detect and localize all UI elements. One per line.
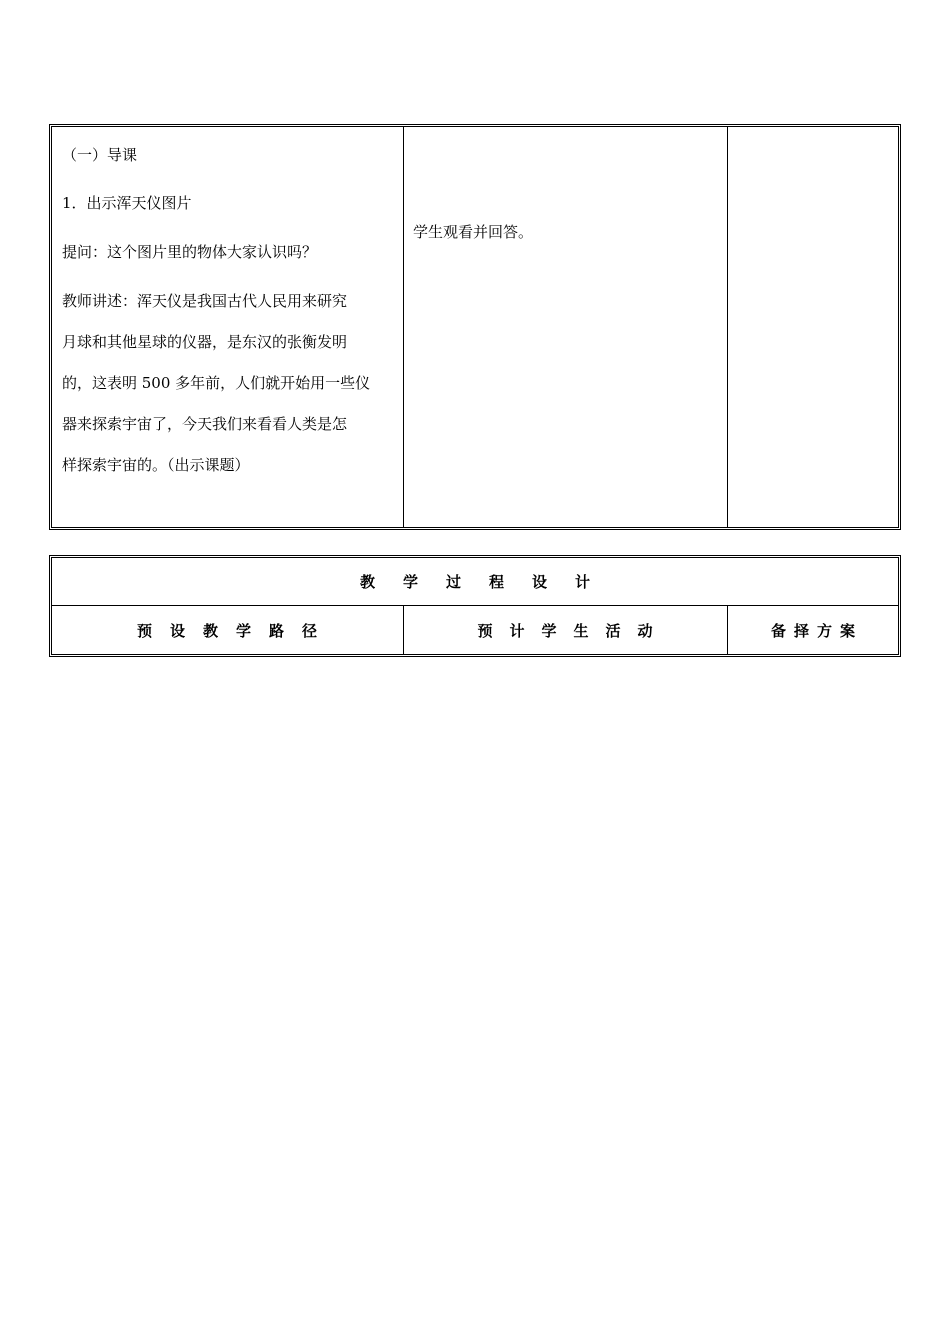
question-text: 提问：这个图片里的物体大家认识吗？ (62, 243, 318, 261)
narration-line: 教师讲述：浑天仪是我国古代人民用来研究 (62, 292, 348, 310)
narration-line: 的，这表明 500 多年前，人们就开始用一些仪 (62, 374, 371, 392)
student-activity-text: 学生观看并回答。 (413, 223, 534, 241)
table-title-row (52, 558, 898, 606)
narration-line: 月球和其他星球的仪器，是东汉的张衡发明 (62, 333, 348, 351)
narration-line: 样探索宇宙的。（出示课题） (62, 456, 250, 474)
step-item: 1．出示浑天仪图片 (62, 194, 192, 212)
table-header-row (52, 606, 898, 654)
student-activity-cell (403, 127, 727, 527)
section-heading: （一）导课 (62, 146, 138, 164)
teaching-path-cell (52, 127, 402, 527)
table-title: 教学过程设计 (359, 573, 618, 591)
header-teaching-path: 预设教学路径 (136, 621, 335, 640)
process-design-table (49, 555, 901, 657)
narration-line: 器来探索宇宙了，今天我们来看看人类是怎 (62, 415, 348, 433)
lesson-content-table (49, 124, 901, 530)
alternative-plan-cell (727, 127, 898, 527)
header-student-activity: 预计学生活动 (403, 606, 726, 654)
header-alternative-plan: 备择方案 (727, 606, 898, 654)
